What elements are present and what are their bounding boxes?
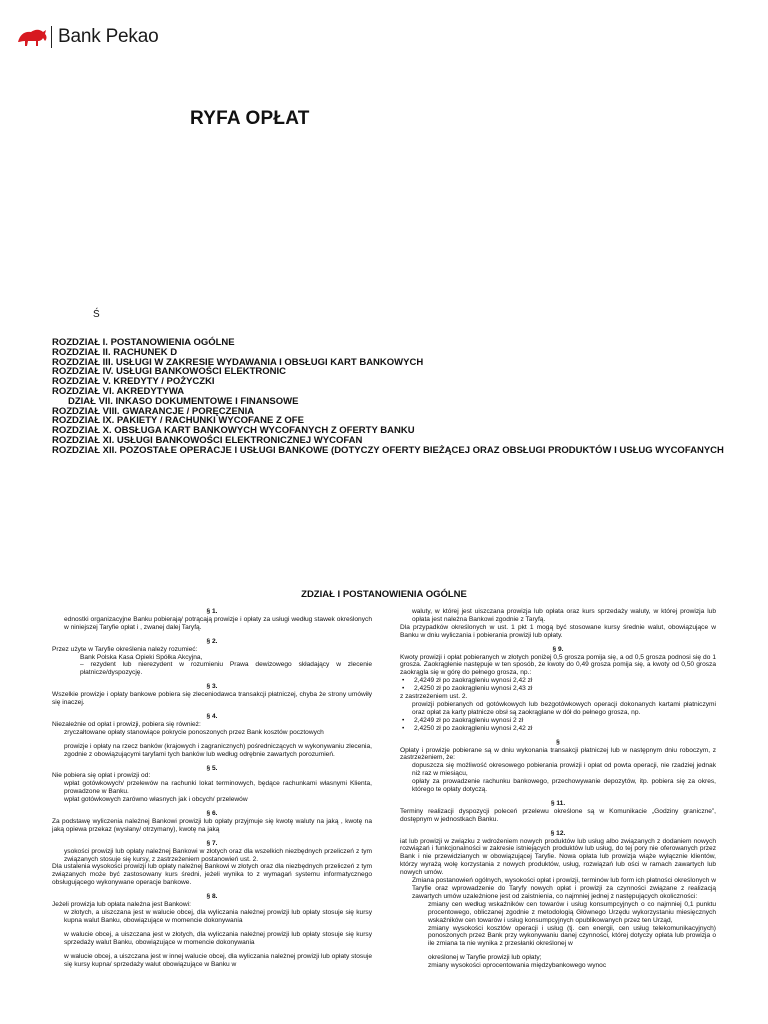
paragraph-number: § 3.	[206, 683, 218, 691]
toc-item[interactable]: ROZDZIAŁ I. POSTANOWIENIA OGÓLNE	[52, 337, 235, 348]
paragraph-text: Za podstawę wyliczenia należnej Bankowi prowizji lub opłaty przyjmuje się kwotę waluty na jaką , kwotę na jaką opiewa przekaz (wysłany/ otrzymany), kwotę na jaką	[52, 817, 372, 833]
list-item: • 2,4250 zł po zaokrągleniu wynosi 2,42 zł	[400, 725, 716, 733]
toc-item[interactable]: ROZDZIAŁ IX. PAKIETY / RACHUNKI WYCOFANE Z OFE	[52, 415, 304, 427]
toc-item[interactable]: ROZDZIAŁ III. USŁUGI W ZAKRESIE WYDAWANIA I OBSŁUGI KART BANKOWYCH	[52, 356, 424, 368]
paragraph-text: opłaty za prowadzenie rachunku bankowego, przechowywanie depozytów, itp. pobiera się za okres, którego te opłaty dotyczą.	[412, 778, 716, 794]
paragraph-number: § 2.	[206, 637, 218, 645]
paragraph-text: zmiany wysokości kosztów operacji i usług (tj. cen energii, cen usług telekomunikacyjnych) ponoszonych przez Bank przy wykonywaniu danej czynności, której dotyczy opłata lub prowizja o ile zmiana ta nie wynika z przesłanki określonej w	[428, 924, 716, 948]
paragraph-text: iat lub prowizji w związku z wdrożeniem nowych produktów lub usług albo związanych z dodaniem nowych rozwiązań i funkcjonalności w zakresie istniejących produktów lub usług, do tej pory nie oferowanych przez Bank i nie przewidzianych w obowiązującej Taryfie. Nowa opłata lub prowizja wiąże wyłącznie klientów, którzy wyrażą wolę korzystania z nowych produktów, usług, rozwiązań lub ości w ramach zawartych lub nowych umów.	[400, 837, 716, 877]
paragraph-number: §	[556, 738, 560, 746]
toc-item[interactable]: ROZDZIAŁ VI. AKREDYTYWA	[52, 385, 185, 397]
paragraph-text: w walucie obcej, a uiszczana jest w innej walucie obcej, dla wyliczania należnej prowizji lub opłaty stosuje się kursy kupna/ sprzedaży walut obowiązujące w Banku w	[64, 952, 372, 968]
paragraph-text: w złotych, a uiszczana jest w walucie obcej, dla wyliczania należnej prowizji lub opłaty stosuje się kursy kupna walut Banku, obowiązujące w momencie dokonywania	[64, 909, 372, 924]
paragraph-text: zmiany wysokości oprocentowania międzybankowego wynoc	[428, 962, 607, 970]
paragraph-text: Zmiana postanowień ogólnych, wysokości opłat i prowizji, terminów lub form ich płatności określonych w Taryfie oraz wprowadzenie do Taryfy nowych opłat i prowizji za czynności związane z realizacją zawartych umów uzależnione jest od zaistnienia, co najmniej jednej z następujących okoliczności:	[412, 877, 716, 900]
toc-item[interactable]: ROZDZIAŁ IV. USŁUGI BANKOWOŚCI ELEKTRONIC	[52, 366, 286, 378]
section-heading: ZDZIAŁ I POSTANOWIENIA OGÓLNE	[301, 589, 467, 600]
paragraph-text: Dla przypadków określonych w ust. 1 pkt 1 mogą być stosowane kursy średnie walut, obowiązujące w Banku w dniu wyliczania i pobierania prowizji lub opłaty.	[400, 623, 716, 639]
paragraph-text: Terminy realizacji dyspozycji poleceń przelewu określone są w Komunikacie „Godziny graniczne”, dostępnym w jednostkach Banku.	[400, 807, 716, 823]
paragraph-text: Przez użyte w Taryfie określenia należy rozumieć:	[52, 645, 198, 653]
paragraph-text: określonej w Taryfie prowizji lub opłaty;	[428, 954, 542, 962]
stray-character: Ś	[93, 309, 100, 320]
list-item: • 2,4249 zł po zaokrągleniu wynosi 2 zł	[400, 717, 716, 725]
paragraph-text: w walucie obcej, a uiszczana jest w złotych, dla wyliczania należnej prowizji lub opłaty stosuje się kursy sprzedaży walut Banku, obowiązujące w momencie dokonywania	[64, 930, 372, 946]
paragraph-number: § 1.	[206, 608, 218, 615]
paragraph-text: – rezydent lub nierezydent w rozumieniu Prawa dewizowego składający w zlecenie płatnicze/dyspozycję.	[80, 661, 372, 677]
paragraph-text: ysokości prowizji lub opłaty należnej Bankowi w złotych oraz dla wszelkich niezbędnych przeliczeń z tym związanych stosuje się kursy, z zastrzeżeniem postanowień ust. 2.	[64, 847, 372, 863]
paragraph-text: zmiany cen według wskaźników cen towarów i usług konsumpcyjnych o co najmniej 0,1 punktu procentowego, obliczanej zgodnie z metodologią Głównego Urzędu wykorzystaniu miesięcznych wskaźników cen towarów i usług konsumpcyjnych opublikowanych przez ten Urząd,	[428, 900, 716, 924]
document-title: RYFA OPŁAT	[190, 108, 310, 129]
paragraph-text: zryczałtowane opłaty stanowiące pokrycie ponoszonych przez Bank kosztów pocztowych	[64, 728, 324, 736]
paragraph-number: § 7.	[206, 839, 218, 847]
toc-item[interactable]: ROZDZIAŁ II. RACHUNEK D	[52, 346, 178, 358]
paragraph-text: Niezależnie od opłat i prowizji, pobiera się również:	[52, 720, 201, 728]
paragraph-text: wpłat gotówkowych/ przelewów na rachunki lokat terminowych, będące rachunkami własnymi Klienta, prowadzone w Banku.	[64, 780, 372, 796]
paragraph-text: ednostki organizacyjne Banku pobierają/ potrącają prowizje i opłaty za usługi według stawek określonych w niniejszej Taryfie opłat i , zwanej dalej Taryfą.	[64, 615, 372, 631]
paragraph-text: wpłat gotówkowych zarówno własnych jak i obcych/ przelewów	[64, 796, 248, 804]
toc-item[interactable]: ROZDZIAŁ XII. POZOSTAŁE OPERACJE I USŁUGI BANKOWE (DOTYCZY OFERTY BIEŻĄCEJ ORAZ OBSŁUGI PRODUKTÓW I USŁUG WYCOFANYCH	[52, 444, 724, 456]
paragraph-number: § 5.	[206, 764, 218, 772]
bank-logo	[16, 24, 158, 50]
paragraph-number: § 9.	[552, 645, 564, 653]
paragraph-text: Jeżeli prowizja lub opłata należna jest Bankowi:	[52, 901, 191, 909]
paragraph-number: § 6.	[206, 810, 218, 818]
paragraph-text: z zastrzeżeniem ust. 2.	[400, 693, 468, 701]
paragraph-text: Dla ustalenia wysokości prowizji lub opłaty należnej Bankowi w złotych oraz dla niezbędnych przeliczeń z tym związanych może być zastosowany kurs średni, jeżeli wynika to z wymagań systemu informatycznego obsługującego wykonywane operacje bankowe.	[52, 863, 372, 887]
paragraph-number: § 4.	[206, 712, 218, 720]
paragraph-number: § 8.	[206, 893, 218, 901]
toc-item[interactable]: ROZDZIAŁ X. OBSŁUGA KART BANKOWYCH WYCOFANYCH Z OFERTY BANKU	[52, 425, 415, 437]
right-column	[400, 608, 716, 970]
toc-item[interactable]: ROZDZIAŁ VIII. GWARANCJE / PORĘCZENIA	[52, 405, 255, 417]
toc-item[interactable]: ROZDZIAŁ XI. USŁUGI BANKOWOŚCI ELEKTRONICZNEJ WYCOFAN	[52, 434, 363, 446]
paragraph-text: Kwoty prowizji i opłat pobieranych w złotych poniżej 0,5 grosza pomija się, a od 0,5 grosza podnosi się do 1 grosza. Zaokrąglenie następuje w ten sposób, że kwoty do 0,49 grosza pomija się, a kwoty od 0,50 grosza zaokrągla się w górę do pełnego grosza, np.:	[400, 653, 716, 677]
toc-item[interactable]: DZIAŁ VII. INKASO DOKUMENTOWE I FINANSOWE	[68, 395, 299, 407]
paragraph-text: Bank Polska Kasa Opieki Spółka Akcyjna,	[80, 653, 203, 661]
logo-divider	[51, 26, 52, 48]
paragraph-text: Wszelkie prowizje i opłaty bankowe pobiera się zleceniodawca transakcji płatniczej, chyba że strony umówiły się inaczej.	[52, 691, 372, 707]
paragraph-text: waluty, w której jest uiszczana prowizja lub opłata oraz kurs sprzedaży waluty, w której prowizja lub opłata jest należna Bankowi zgodnie z Taryfą.	[412, 608, 716, 623]
paragraph-text: Nie pobiera się opłat i prowizji od:	[52, 772, 151, 780]
bison-icon	[16, 26, 48, 48]
brand-name: Bank Pekao	[58, 26, 159, 47]
toc-item[interactable]: ROZDZIAŁ V. KREDYTY / POŻYCZKI	[52, 376, 215, 388]
left-column	[52, 608, 372, 968]
table-of-contents	[52, 338, 752, 456]
paragraph-text: dopuszcza się możliwość okresowego pobierania prowizji i opłat od powta operacji, nie rzadziej jednak niż raz w miesiącu,	[412, 762, 716, 778]
paragraph-text: prowizje i opłaty na rzecz banków (krajowych i zagranicznych) pośredniczących w wykonywaniu zlecenia, zgodnie z obowiązującymi taryfami tych banków lub według odrębnie zawartych porozumień.	[64, 742, 372, 758]
paragraph-number: § 11.	[550, 799, 566, 807]
paragraph-number: § 12.	[550, 829, 566, 837]
paragraph-text: Opłaty i prowizje pobierane są w dniu wykonania transakcji płatniczej lub w następnym dniu roboczym, z zastrzeżeniem, że:	[400, 746, 716, 762]
list-item: • 2,4249 zł po zaokrągleniu wynosi 2,42 zł	[400, 677, 716, 685]
paragraph-text: prowizji pobieranych od gotówkowych lub bezgotówkowych operacji dokonanych kartami płatniczymi oraz opłat za karty płatnicze obsł są zaokrąglane w dół do pełnego grosza, np.	[412, 700, 716, 716]
list-item: • 2,4250 zł po zaokrągleniu wynosi 2,43 zł	[400, 685, 716, 693]
